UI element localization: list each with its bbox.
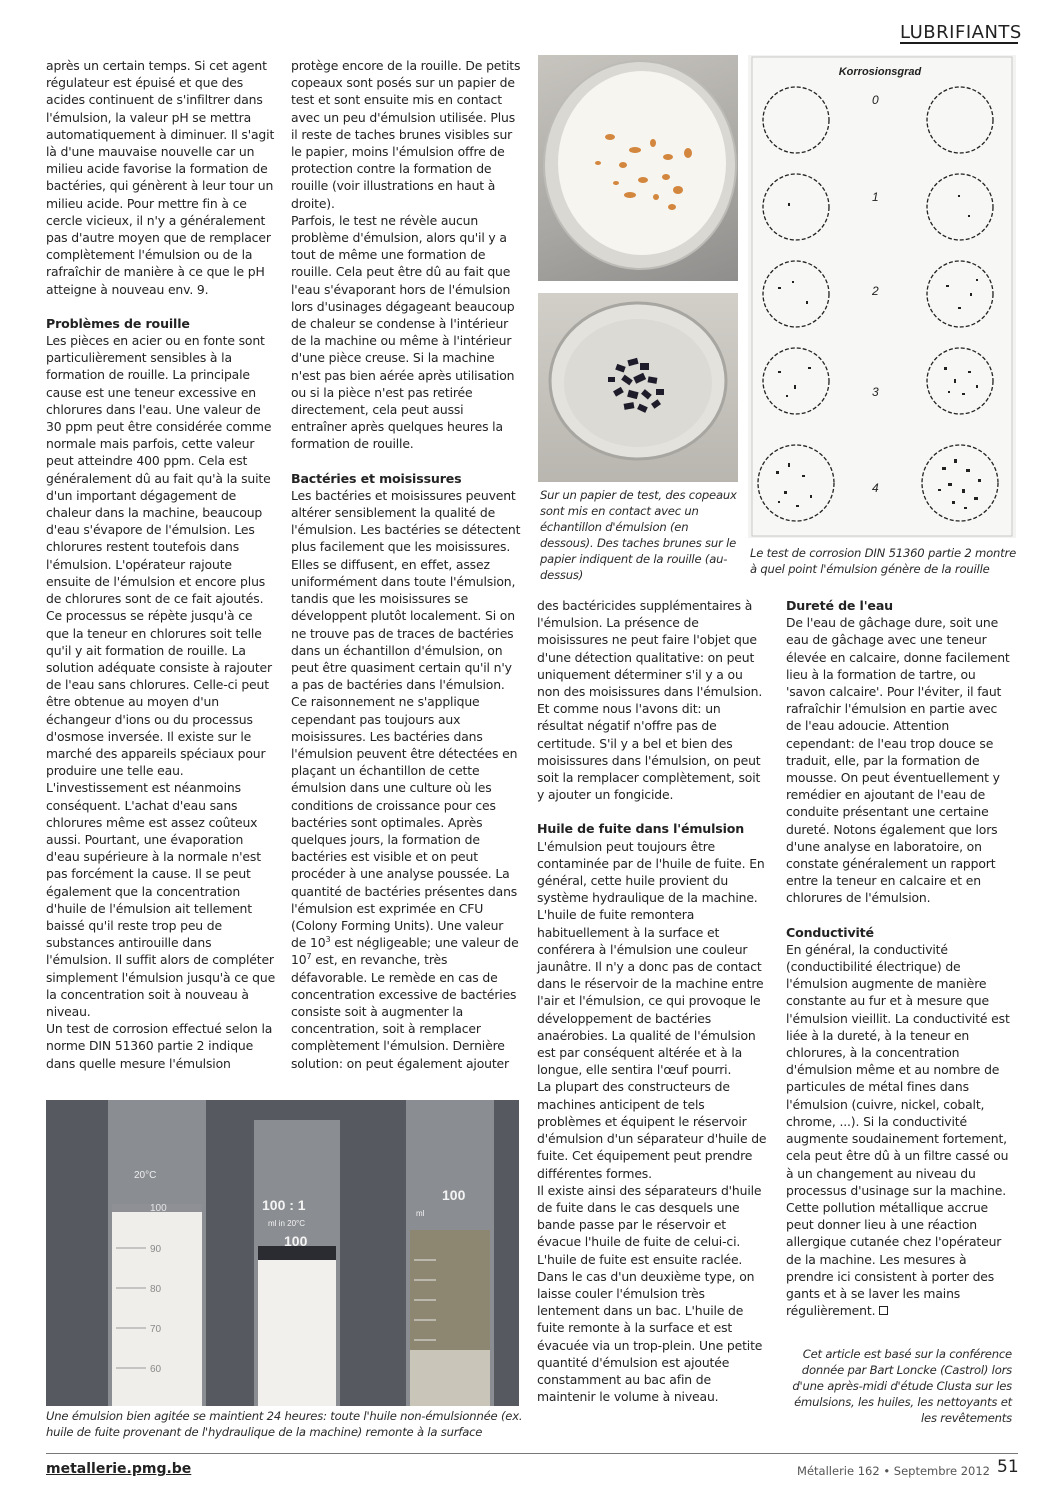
cylinder-2-mark: 100: [284, 1233, 308, 1249]
cylinder-1-tick-90: 90: [150, 1244, 162, 1255]
cylinder-3-unit: ml: [416, 1209, 425, 1218]
section-header: LUBRIFIANTS: [900, 22, 1022, 43]
page-number: 51: [997, 1457, 1019, 1477]
grade-label-3: 3: [872, 385, 879, 399]
paragraph-rust-2: L'investissement est néanmoins conséquent. L'achat d'eau sans chlorures même est assez coûteux aussi. Pourtant, une évaporation d'eau supérieure à la normale n'est pas forcément la cause. Il se peut également que la concentration d'huile de l'émulsion ait tellement baissé qu'il reste trop peu de substances antirouille dans l'émulsion. Il suffit alors de compléter simplement l'émulsion jusqu'à ce que la concentration soit à nouveau à niveau.: [46, 780, 276, 1019]
cylinders-illustration: [46, 1100, 519, 1406]
footer-divider: [46, 1453, 1018, 1454]
paragraph-rust-3: Un test de corrosion effectué selon la norme DIN 51360 partie 2 indique dans quelle mesure l'émulsion: [46, 1021, 273, 1071]
paragraph-water-hardness: De l'eau de gâchage dure, soit une eau de gâchage avec une teneur élevée en calcaire, donne facilement lieu à la formation de tartre, ou 'savon calcaire'. Pour l'éviter, il faut rafraîchir l'émulsion en partie avec de l'eau adoucie. Attention cependant: de l'eau trop douce se traduit, elle, par la formation de mousse. On peut éventuellement y remédier en ajoutant de l'eau de conduite présentant une certaine dureté. Notons également que lors d'une analyse en laboratoire, on constate généralement un rapport entre la teneur en calcaire et en chlorures de l'émulsion.: [786, 615, 1010, 906]
photo-chips-in-emulsion: [538, 293, 738, 482]
cylinder-1-tick-100: 100: [150, 1203, 167, 1214]
grade-label-0: 0: [872, 93, 879, 107]
grade-label-2: 2: [872, 284, 879, 298]
paragraph-intro: après un certain temps. Si cet agent régulateur est épuisé et que des acides continuent de s'infiltrer dans l'émulsion, la valeur pH se mettra automatiquement à diminuer. Il s'agit là d'une mauvaise nouvelle car un milieu acide favorise la formation de bactéries, qui génèrent à leur tour un milieu acide. Pour mettre fin à ce cercle vicieux, il n'y a généralement pas d'autre moyen que de remplacer complètement l'émulsion ou de la rafraîchir de manière à ce que le pH atteigne à nouveau env. 9.: [46, 58, 275, 297]
paragraph-fungicide: des bactéricides supplémentaires à l'émulsion. La présence de moisissures ne peut faire l'objet que d'une détection qualitative: on peut uniquement déterminer s'il y a ou non des moisissures dans l'émulsion. Et comme nous l'avons dit: un résultat négatif n'offre pas de certitude. S'il y a bel et bien des moisissures dans l'émulsion, on peut soit la remplacer complètement, soit y ajouter un fongicide.: [537, 598, 763, 803]
cylinder-2-ratio: 100 : 1: [262, 1197, 306, 1213]
footer-issue-info: Métallerie 162 • Septembre 2012: [797, 1464, 990, 1478]
exponent-7: 7: [306, 952, 312, 962]
photo-test-paper-rust: [538, 55, 738, 281]
photo-emulsion-cylinders: [46, 1100, 519, 1406]
article-column-1: [46, 57, 276, 1072]
test-paper-illustration: [538, 55, 738, 281]
grade-label-1: 1: [872, 190, 879, 204]
cylinder-2-unit: ml in 20°C: [268, 1219, 305, 1228]
article-column-4: [786, 597, 1016, 1319]
cylinder-1-tick-60: 60: [150, 1364, 162, 1375]
article-credit: Cet article est basé sur la conférence donnée par Bart Loncke (Castrol) lors d'une après-midi d'étude Clusta sur les émulsions, les huiles, les nettoyants et les revêtements: [792, 1347, 1012, 1425]
heading-bacteria: Bactéries et moisissures: [291, 470, 462, 486]
end-of-article-icon: [879, 1306, 888, 1315]
paragraph-conductivity: En général, la conductivité (conductibilité électrique) de l'émulsion augmente de manière constante au fur et à mesure que l'émulsion vieillit. La conductivité est liée à la dureté, à la teneur en chlorures, à la concentration d'émulsion même et au nombre de particules de métal fines dans l'émulsion (cuivre, nickel, cobalt, chrome, ...). Si la conductivité augmente soudainement fortement, cela peut être dû à un filtre cassé ou à un changement au niveau du processus d'usinage sur la machine. Cette pollution métallique accrue peut donner lieu à une réaction allergique cutanée chez l'opérateur de la machine. Les mesures à prendre ici consistent à porter des gants et à se laver les mains régulièrement.: [786, 941, 1010, 1319]
paragraph-bacteria: Les bactéries et moisissures peuvent altérer sensiblement la qualité de l'émulsion. Les bactéries se détectent plus facilement que les moisissures. Elles se diffusent, en effet, assez uniformément dans toute l'émulsion, tandis que les moisissures se développent plutôt localement. Si on ne trouve pas de traces de bactéries dans un échantillon d'émulsion, on peut être quasiment certain qu'il n'y a pas de bactéries dans l'émulsion. Ce raisonnement ne s'applique cependant pas toujours aux moisissures. Les bactéries dans l'émulsion peuvent être détectées en plaçant un échantillon de cette émulsion dans une culture où les conditions de croissance pour ces bactéries sont optimales. Après quelques jours, la formation de bactéries est visible et on peut procéder à une analyse poussée. La quantité de bactéries présentes dans l'émulsion est exprimée en CFU (Colony Forming Units). Une valeur de $10^3$ est négligeable; une valeur de $10^7$ est, en revanche, très défavorable. Le remède en cas de concentration excessive de bactéries consiste soit à augmenter la concentration, soit à remplacer complètement l'émulsion. Dernière solution: on peut également ajouter: [291, 487, 521, 1071]
paragraph-rust-1: Les pièces en acier ou en fonte sont particulièrement sensibles à la formation de rouille. La principale cause est une teneur excessive en chlorures dans l'eau. Une valeur de 30 ppm peut être considérée comme normale mais parfois, cette valeur peut atteindre 400 ppm. Cela est généralement dû au fait qu'à la suite d'un important dégagement de chaleur dans la machine, beaucoup d'eau s'évapore de l'émulsion. Les chlorures restent toutefois dans l'émulsion. L'opérateur rajoute ensuite de l'émulsion et encore plus de chlorures sont de ce fait ajoutés. Ce processus se répète jusqu'à ce que la teneur en chlorures soit telle qu'il y ait formation de rouille. La solution adéquate consiste à rajouter de l'eau sans chlorures. Celle-ci peut être obtenue au moyen d'un échangeur d'ions ou du processus d'osmose inversée. Il existe sur le marché des appareils spéciaux pour produire une telle eau.: [46, 333, 272, 779]
heading-water-hardness: Dureté de l'eau: [786, 598, 893, 613]
paragraph-leak-oil-1: L'émulsion peut toujours être contaminée par de l'huile de fuite. En général, cette huile provient du système hydraulique de la machine. L'huile de fuite remontera habituellement à la surface et conférera à l'émulsion une couleur jaunâtre. Il n'y a donc pas de contact dans le réservoir de la machine entre l'air et l'émulsion, ce qui provoque le développement de bactéries anaérobies. La qualité de l'émulsion est par conséquent altérée et à la longue, elle sentira l'œuf pourri.: [537, 838, 765, 1078]
paragraph-condensation: Parfois, le test ne révèle aucun problème d'émulsion, alors qu'il y a tout de même une formation de rouille. Cela peut être dû au fait que l'eau s'évaporant hors de l'émulsion lors d'usinages dégageant beaucoup de chaleur se condense à l'intérieur de la machine ou même à l'intérieur d'une pièce creuse. Si la machine n'est pas bien aérée après utilisation ou si la pièce n'est pas retirée directement, cela peut aussi entraîner après quelques heures la formation de rouille.: [291, 212, 515, 452]
article-column-3: [537, 597, 767, 1405]
corrosion-grade-chart: [748, 55, 1016, 538]
caption-test-paper: Sur un papier de test, des copeaux sont mis en contact avec un échantillon d'émulsion (en dessous). Des taches brunes sur le papier indiquent de la rouille (au-dessus): [540, 488, 737, 582]
paragraph-rust-test: protège encore de la rouille. De petits copeaux sont posés sur un papier de test et sont ensuite mis en contact avec un peu d'émulsion utilisée. Plus il reste de taches brunes visibles sur le papier, moins l'émulsion offre de protection contre la formation de rouille (voir illustrations en haut à droite).: [291, 58, 521, 211]
article-column-2: [291, 57, 521, 1072]
caption-corrosion-test: Le test de corrosion DIN 51360 partie 2 montre à quel point l'émulsion génère de la rouille: [750, 546, 1017, 576]
paragraph-leak-oil-3: Il existe ainsi des séparateurs d'huile de fuite dans le cas desquels une bande passe par le réservoir et évacue l'huile de fuite de celui-ci. L'huile de fuite est ensuite raclée. Dans le cas d'un deuxième type, on laisse couler l'émulsion très lentement dans un bac. L'huile de fuite remonte à la surface et est évacuée via un trop-plein. Une petite quantité d'émulsion est ajoutée constamment au bac afin de maintenir le volume à niveau.: [537, 1182, 763, 1405]
heading-rust: Problèmes de rouille: [46, 315, 190, 331]
cylinder-1-top-label: 20°C: [134, 1170, 157, 1181]
cylinder-3-mark: 100: [442, 1187, 466, 1203]
chips-dish-illustration: [538, 293, 738, 482]
corrosion-circles-illustration: [748, 55, 1016, 538]
exponent-3: 3: [325, 935, 331, 945]
footer-website-link[interactable]: metallerie.pmg.be: [46, 1461, 192, 1477]
paragraph-leak-oil-2: La plupart des constructeurs de machines anticipent de tels problèmes et équipent le réservoir d'émulsion d'un séparateur d'huile de fuite. Cet équipement peut prendre différentes formes.: [537, 1079, 767, 1181]
cylinder-1-tick-70: 70: [150, 1324, 162, 1335]
caption-emulsion-cylinders: Une émulsion bien agitée se maintient 24 heures: toute l'huile non-émulsionnée (ex. huile de fuite provenant de l'hydraulique de la machine) remonte à la surface: [46, 1409, 523, 1439]
heading-leak-oil: Huile de fuite dans l'émulsion: [537, 821, 745, 837]
cylinder-1-tick-80: 80: [150, 1284, 162, 1295]
grade-label-4: 4: [872, 481, 879, 495]
heading-conductivity: Conductivité: [786, 924, 874, 940]
corrosion-title: Korrosionsgrad: [838, 66, 922, 78]
